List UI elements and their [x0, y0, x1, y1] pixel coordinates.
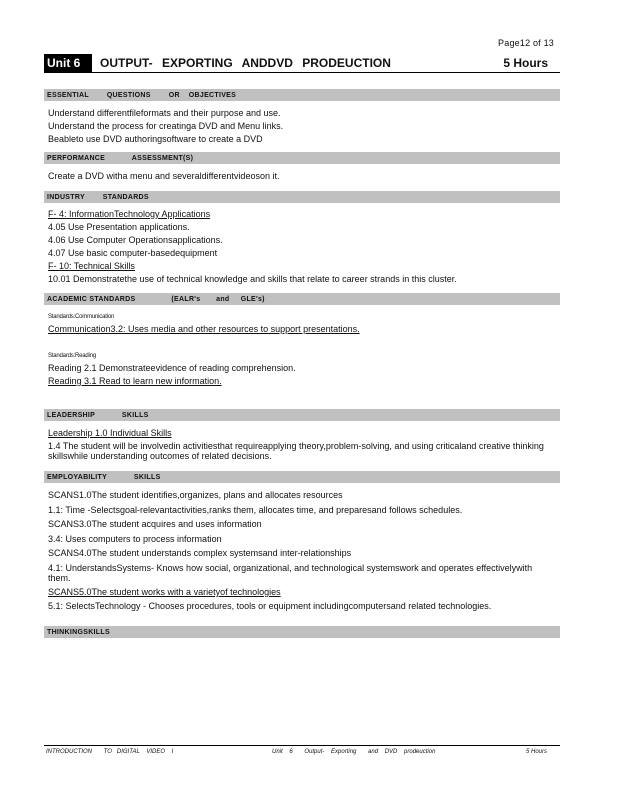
essential-line: Understand differentfileformats and their purpose and use. [48, 108, 281, 118]
academic-standards-heading: ACADEMIC STANDARDS (EALR's and GLE's) [44, 293, 560, 305]
footer-hours: 5 Hours [526, 749, 548, 755]
footer-unit: Unit 6 Output- Exporting and DVD prodeuction [272, 749, 436, 755]
leadership-line: Leadership 1.0 Individual Skills [48, 428, 172, 438]
unit-hours: 5 Hours [503, 56, 548, 70]
industry-line: 4.06 Use Computer Operationsapplications. [48, 235, 223, 245]
employability-line: 4.1: UnderstandsSystems- Knows how social, organizational, and technological systemswork and operates effectivelywith them. [48, 563, 533, 583]
unit-header [44, 54, 560, 73]
essential-line: Beableto use DVD authoringsoftware to create a DVD [48, 134, 263, 144]
communication-line: Communication3.2: Uses media and other resources to support presentations. [48, 324, 360, 334]
industry-line: 10.01 Demonstratethe use of technical knowledge and skills that relate to career strands in this cluster. [48, 274, 457, 284]
page-number: Page12 of 13 [498, 38, 554, 48]
reading-line: Reading 2.1 Demonstrateevidence of reading comprehension. [48, 363, 296, 373]
thinking-skills-heading: THINKINGSKILLS [44, 626, 560, 638]
employability-skills-heading: EMPLOYABILITY SKILLS [44, 471, 560, 483]
leadership-skills-heading: LEADERSHIP SKILLS [44, 409, 560, 421]
reading-line: Reading 3.1 Read to learn new information. [48, 376, 222, 386]
industry-line: F- 10: Technical Skills [48, 261, 135, 271]
employability-line: SCANS5.0The student works with a varietyof technologies [48, 587, 281, 597]
industry-line: 4.07 Use basic computer-basedequipment [48, 248, 218, 258]
employability-line: 3.4: Uses computers to process information [48, 534, 222, 544]
industry-standards-heading: INDUSTRY STANDARDS [44, 191, 560, 203]
industry-line: F- 4: InformationTechnology Applications [48, 209, 211, 219]
unit-title: OUTPUT- EXPORTING ANDDVD PRODEUCTION [100, 56, 391, 70]
leadership-line: 1.4 The student will be involvedin activitiesthat requireapplying theory,problem-solving, and using criticaland creative thinking skillswhile understanding outcomes of related decisions. [48, 441, 544, 461]
unit-label: Unit 6 [44, 54, 92, 72]
essential-questions-heading: ESSENTIAL QUESTIONS OR OBJECTIVES [44, 89, 560, 101]
employability-line: SCANS3.0The student acquires and uses information [48, 519, 262, 529]
employability-line: SCANS4.0The student understands complex systemsand inter-relationships [48, 548, 352, 558]
essential-line: Understand the process for creatinga DVD and Menu links. [48, 121, 284, 131]
communication-standards-label: Standards:Communication [48, 314, 115, 320]
employability-line: 5.1: SelectsTechnology - Chooses procedures, tools or equipment includingcomputersand related technologies. [48, 601, 492, 611]
industry-line: 4.05 Use Presentation applications. [48, 222, 190, 232]
footer-course: INTRODUCTION TO DIGITAL VIDEO I [46, 749, 174, 755]
performance-assessment-heading: PERFORMANCE ASSESSMENT(S) [44, 152, 560, 164]
employability-line: 1.1: Time -Selectsgoal-relevantactivities,ranks them, allocates time, and preparesand follows schedules. [48, 505, 463, 515]
footer-divider [44, 745, 560, 746]
performance-line: Create a DVD witha menu and severaldifferentvideoson it. [48, 171, 280, 181]
employability-line: SCANS1.0The student identifies,organizes, plans and allocates resources [48, 490, 343, 500]
reading-standards-label: Standards:Reading [48, 353, 96, 359]
